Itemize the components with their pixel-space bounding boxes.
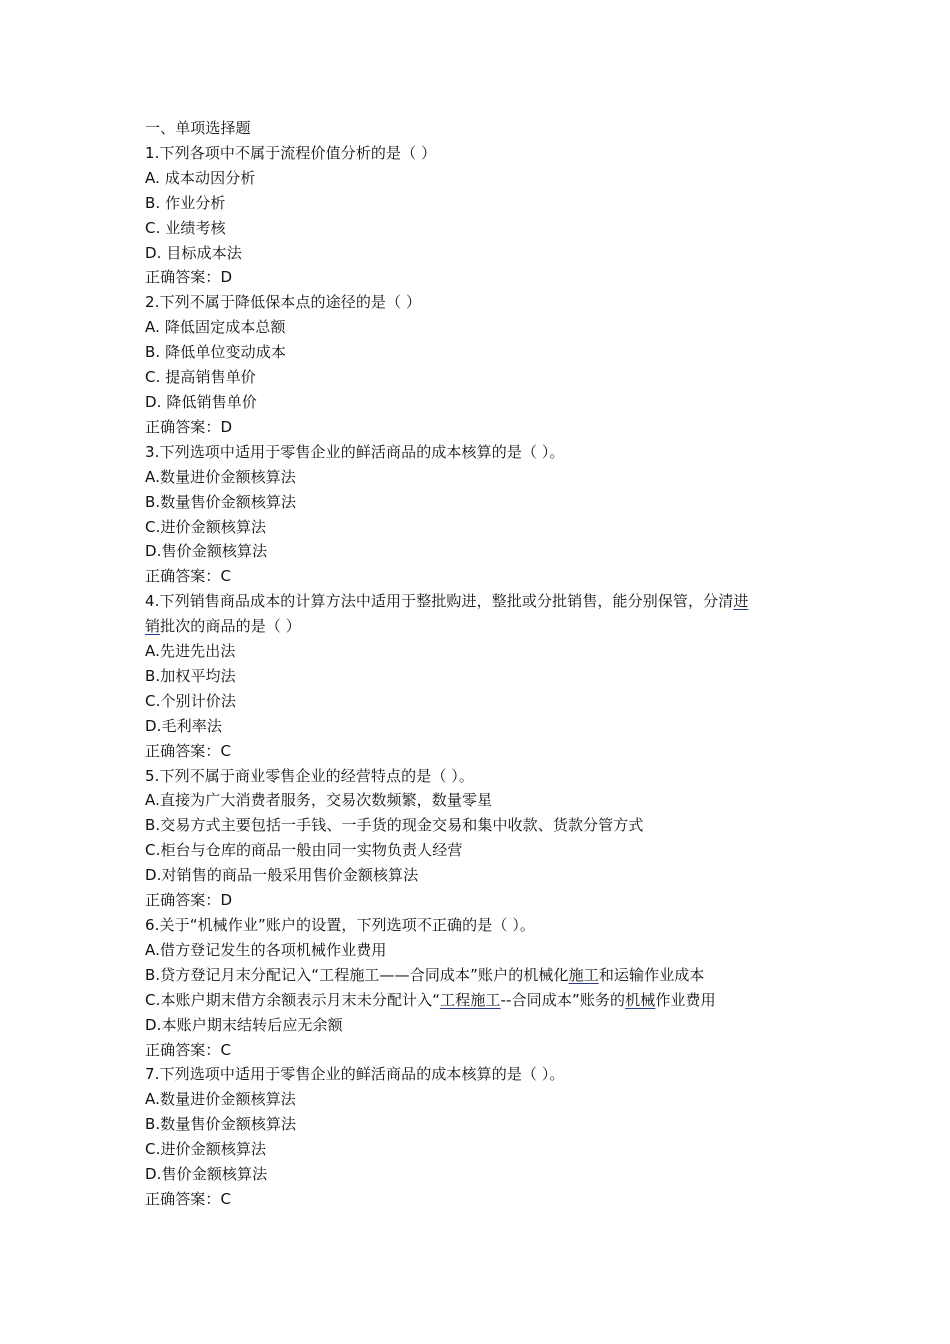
answer: 正确答案：C — [145, 567, 232, 586]
question-stem — [145, 589, 825, 614]
option-d: D.毛利率法 — [145, 716, 222, 735]
stem-text: 批次的商品的是（ ） — [160, 617, 301, 636]
document-body — [145, 116, 825, 1212]
question-stem: 2.下列不属于降低保本点的途径的是（ ） — [145, 293, 422, 312]
option-text: B.贷方登记月末分配记入“工程施工——合同成本”账户的机械化 — [145, 965, 569, 984]
underlined-text: 工程施工 — [440, 990, 501, 1009]
answer: 正确答案：D — [145, 417, 233, 436]
question-stem: 5.下列不属于商业零售企业的经营特点的是（ ）。 — [145, 766, 474, 785]
answer: 正确答案：C — [145, 1189, 232, 1208]
option-text: C.本账户期末借方余额表示月末未分配计入“ — [145, 990, 441, 1009]
option-c: C.进价金额核算法 — [145, 517, 267, 536]
option-d: D.本账户期末结转后应无余额 — [145, 1015, 343, 1034]
option-d: D.售价金额核算法 — [145, 542, 268, 561]
answer: 正确答案：D — [145, 891, 233, 910]
option-a: A. 降低固定成本总额 — [145, 318, 286, 337]
option-b: B. 降低单位变动成本 — [145, 343, 286, 362]
option-c: C.进价金额核算法 — [145, 1140, 267, 1159]
underlined-text: 机械 — [625, 990, 656, 1009]
option-b: B.数量售价金额核算法 — [145, 492, 297, 511]
option-a: A. 成本动因分析 — [145, 168, 256, 187]
option-a: A.先进先出法 — [145, 642, 236, 661]
option-c: C. 提高销售单价 — [145, 368, 256, 387]
question-stem-continued — [145, 614, 825, 639]
option-a: A.数量进价金额核算法 — [145, 1090, 296, 1109]
option-b: B.交易方式主要包括一手钱、一手货的现金交易和集中收款、货款分管方式 — [145, 816, 644, 835]
option-c: C.个别计价法 — [145, 691, 236, 710]
option-c — [145, 988, 825, 1013]
option-d: D.对销售的商品一般采用售价金额核算法 — [145, 866, 419, 885]
option-b: B.数量售价金额核算法 — [145, 1115, 297, 1134]
option-b: B.加权平均法 — [145, 666, 236, 685]
underlined-text: 进 — [733, 592, 749, 611]
answer: 正确答案：D — [145, 268, 233, 287]
underlined-text: 施工 — [568, 965, 599, 984]
answer: 正确答案：C — [145, 1040, 232, 1059]
stem-text: 4.下列销售商品成本的计算方法中适用于整批购进，整批或分批销售，能分别保管，分清 — [145, 592, 734, 611]
option-d: D. 目标成本法 — [145, 243, 242, 262]
option-d: D. 降低销售单价 — [145, 392, 257, 411]
question-stem: 6.关于“机械作业”账户的设置，下列选项不正确的是（ ）。 — [145, 916, 536, 934]
option-a: A.直接为广大消费者服务，交易次数频繁，数量零星 — [145, 791, 493, 810]
question-stem: 3.下列选项中适用于零售企业的鲜活商品的成本核算的是（ ）。 — [145, 442, 565, 461]
answer: 正确答案：C — [145, 741, 232, 760]
option-b: B. 作业分析 — [145, 193, 226, 212]
option-text: 作业费用 — [655, 990, 716, 1009]
option-a: A.借方登记发生的各项机械作业费用 — [145, 940, 387, 959]
option-text: --合同成本”账务的 — [500, 990, 626, 1009]
option-c: C. 业绩考核 — [145, 218, 226, 237]
option-a: A.数量进价金额核算法 — [145, 467, 296, 486]
question-stem: 7.下列选项中适用于零售企业的鲜活商品的成本核算的是（ ）。 — [145, 1065, 565, 1084]
option-c: C.柜台与仓库的商品一般由同一实物负责人经营 — [145, 841, 463, 860]
option-text: 和运输作业成本 — [598, 965, 705, 984]
underlined-text: 销 — [145, 617, 161, 636]
question-stem: 1.下列各项中不属于流程价值分析的是（ ） — [145, 143, 437, 162]
section-title: 一、单项选择题 — [145, 119, 251, 137]
option-b — [145, 963, 825, 988]
option-d: D.售价金额核算法 — [145, 1165, 268, 1184]
